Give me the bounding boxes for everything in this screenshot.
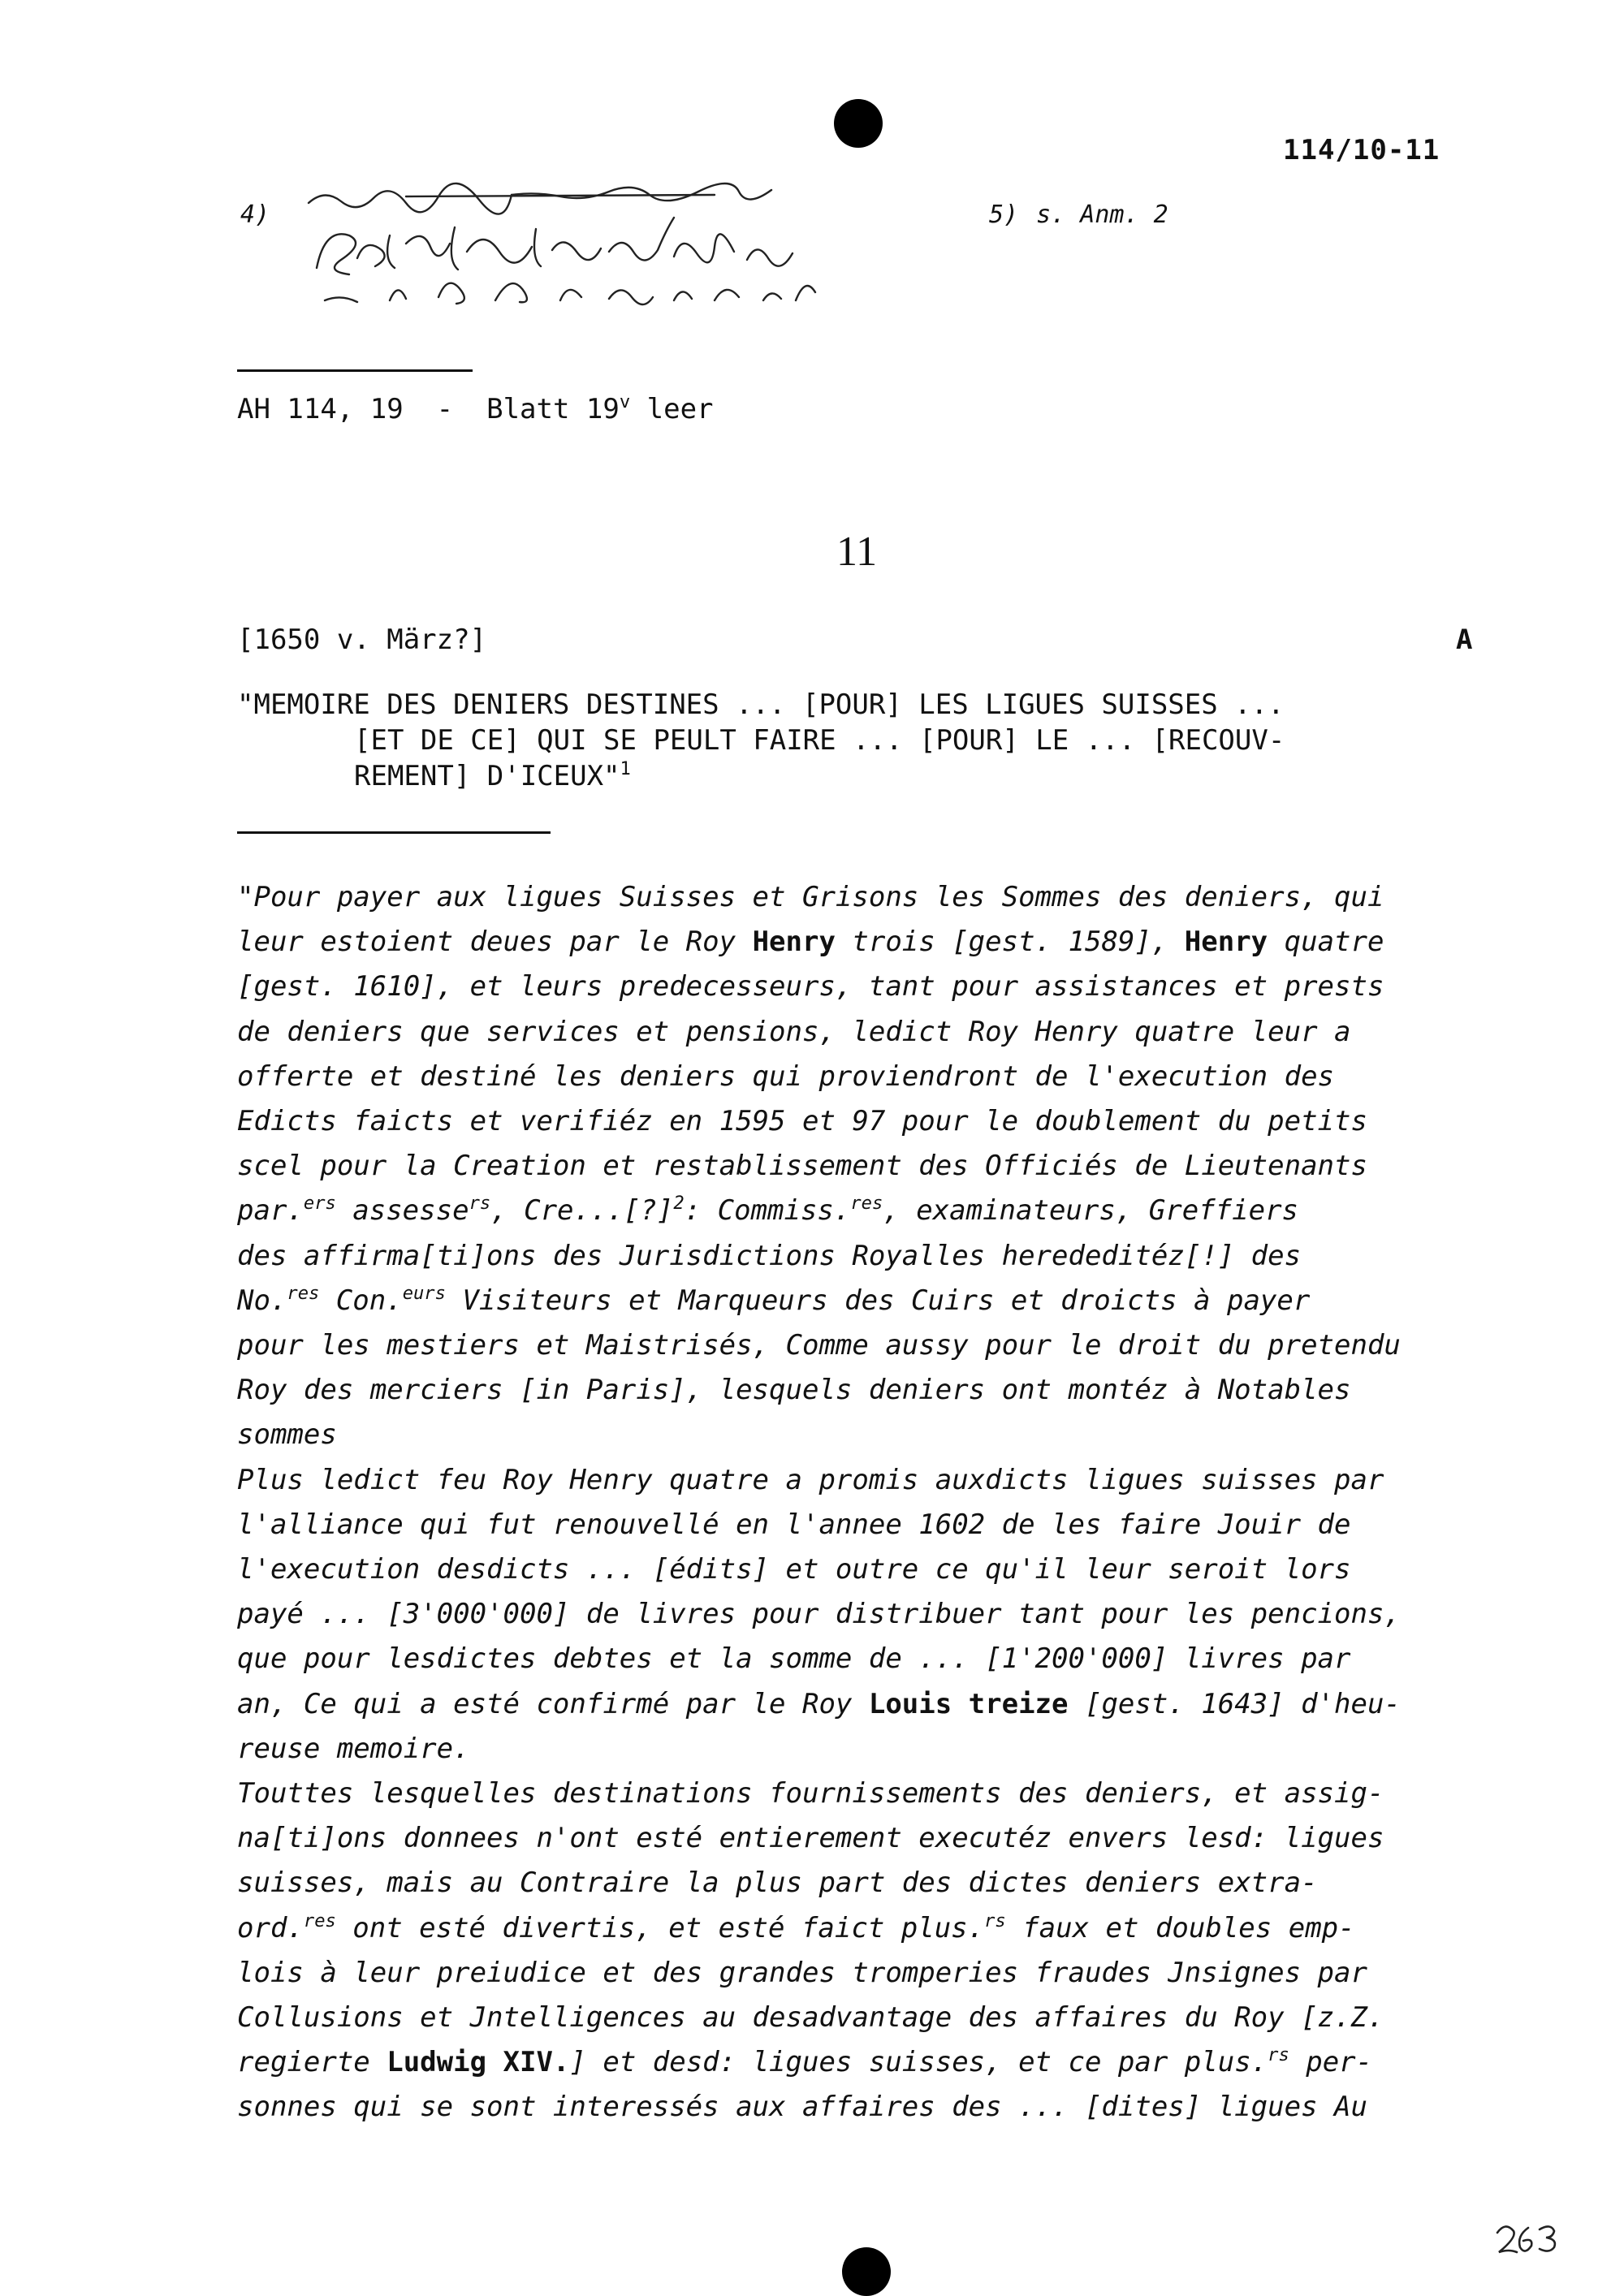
superscript: rs: [1268, 2044, 1289, 2066]
document-number: 11: [836, 529, 878, 575]
footnote-ref-2: 2: [673, 1193, 685, 1215]
superscript: rs: [984, 1910, 1006, 1931]
emphasis-run: Henry: [1184, 926, 1268, 959]
superscript: res: [850, 1193, 883, 1215]
superscript: res: [287, 1282, 320, 1304]
title-line-1: "MEMOIRE DES DENIERS DESTINES ... [POUR] LES LIGUES SUISSES ...: [237, 688, 1285, 721]
archive-reference: AH 114, 19: [237, 393, 404, 425]
body-line: [237, 2046, 1372, 2078]
text-run: Con.: [319, 1284, 403, 1317]
body-line: l'execution desdicts ... [édits] et outre ce qu'il leur seroit lors: [237, 1553, 1351, 1586]
text-run: [gest. 1643] d'heu-: [1068, 1687, 1401, 1720]
handwritten-folio-number: [1492, 2218, 1566, 2259]
body-line: [237, 1912, 1355, 1944]
document-title: [237, 687, 1488, 794]
superscript: ers: [303, 1193, 336, 1215]
body-line: [237, 1194, 1298, 1227]
text-run: assesse: [335, 1194, 469, 1228]
text-run: faux et doubles emp-: [1005, 1911, 1355, 1944]
text-run: per-: [1289, 2046, 1373, 2079]
body-line: [gest. 1610], et leurs predecesseurs, tant pour assistances et prests: [237, 970, 1384, 1003]
body-line: lois à leur preiudice et des grandes tromperies fraudes Jnsignes par: [237, 1956, 1367, 1989]
body-line: [237, 1284, 1310, 1317]
text-run: No.: [237, 1284, 287, 1317]
body-line: scel pour la Creation et restablissement des Officiés de Lieutenants: [237, 1150, 1367, 1183]
body-line: offerte et destiné les deniers qui proviendront de l'execution des: [237, 1060, 1335, 1093]
body-line: [237, 1688, 1401, 1720]
emphasis-run: Louis treize: [868, 1687, 1069, 1720]
text-run: trois [gest. 1589],: [835, 926, 1185, 959]
footnote-5: [989, 201, 1168, 229]
divider-rule: [237, 369, 473, 372]
punch-hole-bottom: [842, 2247, 891, 2296]
title-line-3: [237, 758, 1488, 794]
text-run: Visiteurs et Marqueurs des Cuirs et droicts à payer: [445, 1284, 1311, 1317]
footnote-ref-1: 1: [620, 757, 631, 779]
footnote-4-number: 4): [240, 201, 270, 229]
blatt-status: leer: [630, 393, 714, 425]
footnote-5-number: 5): [989, 201, 1019, 229]
body-line: des affirma[ti]ons des Jurisdictions Royalles herededitéz[!] des: [237, 1239, 1302, 1272]
superscript: eurs: [402, 1282, 446, 1304]
document-date: [1650 v. März?]: [237, 624, 487, 656]
archive-reference-line: [237, 393, 714, 425]
body-line: Plus ledict feu Roy Henry quatre a promis auxdicts ligues suisses par: [237, 1463, 1384, 1496]
body-line: payé ... [3'000'000] de livres pour distribuer tant pour les pencions,: [237, 1598, 1401, 1631]
body-line: de deniers que services et pensions, ledict Roy Henry quatre leur a: [237, 1015, 1351, 1048]
reference-dash: -: [436, 393, 454, 425]
text-run: an, Ce qui a esté confirmé par le Roy: [237, 1687, 869, 1720]
body-line: Touttes lesquelles destinations fournissements des deniers, et assig-: [237, 1777, 1384, 1810]
document-body: [237, 875, 1504, 2130]
text-run: quatre: [1268, 926, 1384, 959]
body-line: Collusions et Jntelligences au desadvantage des affaires du Roy [z.Z.: [237, 2001, 1384, 2035]
title-line-3-text: REMENT] D'ICEUX": [354, 760, 620, 792]
body-line: sommes: [237, 1418, 337, 1452]
handwriting-excerpt-image: [292, 179, 909, 309]
text-run: leur estoient deues par le Roy: [237, 926, 753, 959]
body-line: reuse memoire.: [237, 1732, 470, 1765]
body-line: sonnes qui se sont interessés aux affaires des ... [dites] ligues Au: [237, 2091, 1367, 2124]
body-line: na[ti]ons donnees n'ont esté entierement executéz envers lesd: ligues: [237, 1822, 1384, 1855]
superscript: rs: [469, 1193, 491, 1215]
punch-hole-top: [834, 99, 883, 148]
body-line: [237, 926, 1384, 958]
text-run: par.: [237, 1194, 304, 1228]
divider-rule: [237, 831, 551, 834]
body-line: "Pour payer aux ligues Suisses et Grisons les Sommes des deniers, qui: [237, 881, 1384, 913]
emphasis-run: Ludwig XIV.: [387, 2046, 570, 2079]
body-line: que pour lesdictes debtes et la somme de ... [1'200'000] livres par: [237, 1642, 1351, 1676]
emphasis-run: Henry: [752, 926, 836, 959]
verso-superscript: v: [619, 391, 631, 412]
blatt-label: Blatt 19: [486, 393, 620, 425]
body-line: Roy des merciers [in Paris], lesquels deniers ont montéz à Notables: [237, 1374, 1351, 1407]
text-run: , examinateurs, Greffiers: [883, 1194, 1299, 1228]
text-run: , Cre...[?]: [490, 1194, 674, 1228]
title-line-2: [ET DE CE] QUI SE PEULT FAIRE ... [POUR] LE ... [RECOUV-: [354, 724, 1285, 757]
document-letter: A: [1456, 624, 1473, 656]
body-line: l'alliance qui fut renouvellé en l'annee 1602 de les faire Jouir de: [237, 1508, 1351, 1541]
superscript: res: [303, 1910, 336, 1931]
body-line: suisses, mais au Contraire la plus part des dictes deniers extra-: [237, 1867, 1318, 1900]
footnote-5-text: s. Anm. 2: [1036, 201, 1168, 229]
page-reference: 114/10-11: [1283, 134, 1440, 166]
body-line: Edicts faicts et verifiéz en 1595 et 97 pour le doublement du petits: [237, 1105, 1367, 1138]
text-run: ord.: [237, 1911, 304, 1944]
text-run: regierte: [237, 2046, 387, 2079]
text-run: : Commiss.: [684, 1194, 851, 1228]
body-line: pour les mestiers et Maistrisés, Comme aussy pour le droit du pretendu: [237, 1329, 1401, 1362]
text-run: ont esté divertis, et esté faict plus.: [335, 1911, 985, 1944]
text-run: ] et desd: ligues suisses, et ce par plus.: [569, 2046, 1268, 2079]
